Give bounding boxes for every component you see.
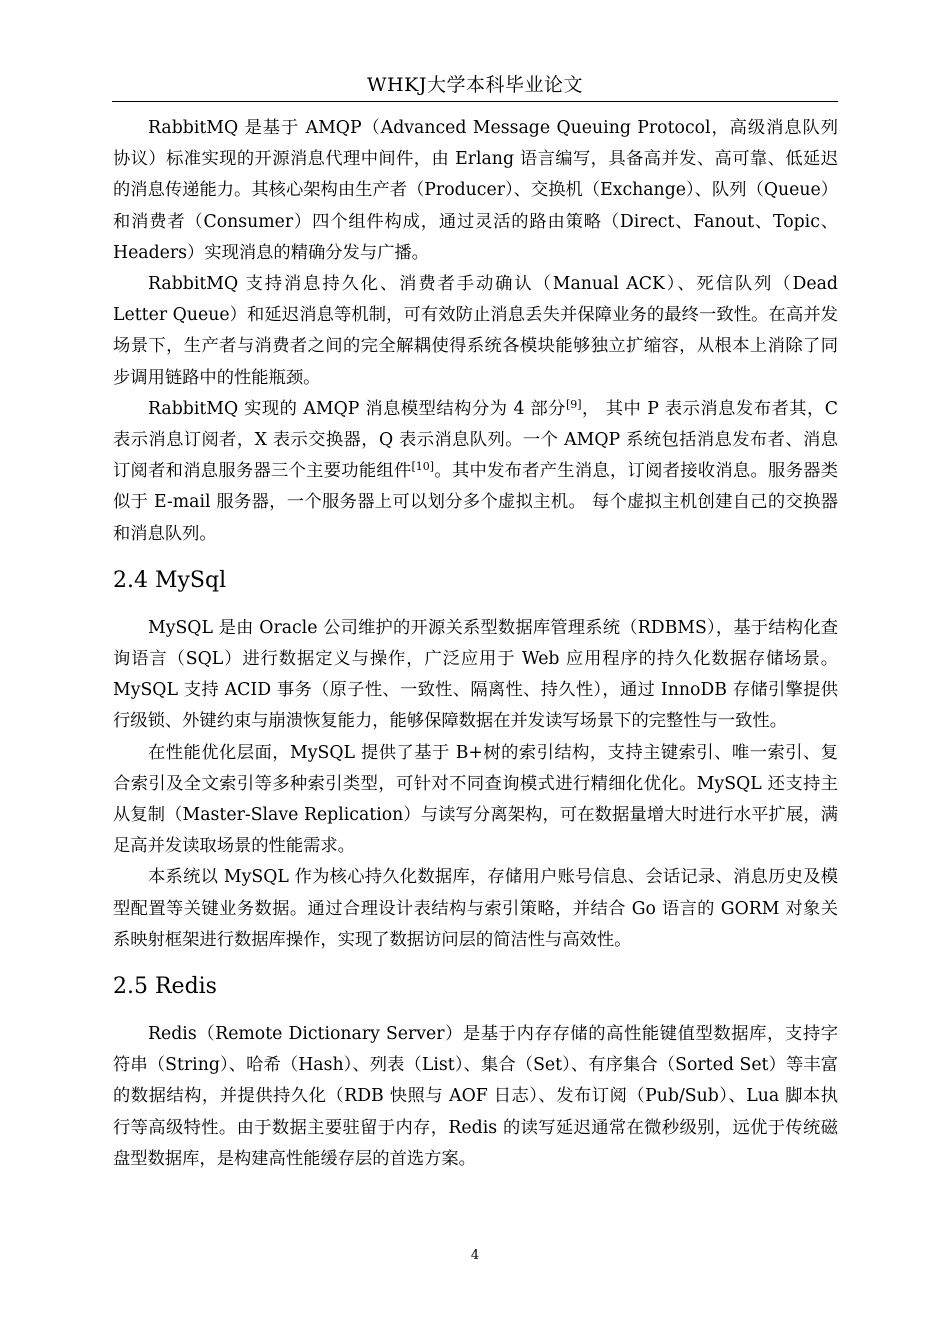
section-heading-mysql: 2.4 MySql bbox=[113, 567, 227, 593]
page-number: 4 bbox=[470, 1248, 480, 1263]
paragraph-mysql-usage: 本系统以 MySQL 作为核心持久化数据库，存储用户账号信息、会话记录、消息历史及模型配置等关键业务数据。通过合理设计表结构与索引策略，并结合 Go 语言的 GORM 对象关系映射框架进行数据库操作，实现了数据访问层的简洁性与高效性。 bbox=[113, 867, 838, 950]
paragraph-text: RabbitMQ 实现的 AMQP 消息模型结构分为 4 部分 bbox=[148, 398, 566, 419]
running-header-title: WHKJ大学本科毕业论文 bbox=[367, 74, 583, 96]
citation-ref-10: [10] bbox=[411, 460, 435, 474]
paragraph-rabbitmq-features: RabbitMQ 支持消息持久化、消费者手动确认（Manual ACK）、死信队列（Dead Letter Queue）和延迟消息等机制，可有效防止消息丢失并保障业务的最终一致性。在高并发场景下，生产者与消费者之间的完全解耦使得系统各模块能够独立扩缩容，从根本上消除了同步调用链路中的性能瓶颈。 bbox=[113, 274, 838, 388]
paragraph-mysql-intro: MySQL 是由 Oracle 公司维护的开源关系型数据库管理系统（RDBMS），基于结构化查询语言（SQL）进行数据定义与操作，广泛应用于 Web 应用程序的持久化数据存储场景。MySQL 支持 ACID 事务（原子性、一致性、隔离性、持久性），通过 InnoDB 存储引擎提供行级锁、外键约束与崩溃恢复能力，能够保障数据在并发读写场景下的完整性与一致性。 bbox=[113, 617, 838, 732]
header-divider bbox=[112, 101, 838, 102]
document-body bbox=[113, 113, 838, 1175]
paragraph-text: 。其中发布者产生消息，订阅者接收消息。服务器类似于 E-mail 服务器，一个服务器上可以划分多个虚拟主机。 每个虚拟主机创建自己的交换器和消息队列。 bbox=[113, 461, 838, 544]
paragraph-text: ， 其中 P 表示消息发布者其，C 表示消息订阅者，X 表示交换器，Q 表示消息队列。一个 AMQP 系统包括消息发布者、消息订阅者和消息服务器三个主要功能组件 bbox=[113, 398, 838, 482]
paragraph-mysql-performance: 在性能优化层面，MySQL 提供了基于 B+树的索引结构，支持主键索引、唯一索引、复合索引及全文索引等多种索引类型，可针对不同查询模式进行精细化优化。MySQL 还支持主从复制（Master-Slave Replication）与读写分离架构，可在数据量增大时进行水平扩展，满足高并发读取场景的性能需求。 bbox=[113, 742, 838, 857]
paragraph-redis-intro: Redis（Remote Dictionary Server）是基于内存存储的高性能键值型数据库，支持字符串（String）、哈希（Hash）、列表（List）、集合（Set）、有序集合（Sorted Set）等丰富的数据结构，并提供持久化（RDB 快照与 AOF 日志）、发布订阅（Pub/Sub）、Lua 脚本执行等高级特性。由于数据主要驻留于内存，Redis 的读写延迟通常在微秒级别，远优于传统磁盘型数据库，是构建高性能缓存层的首选方案。 bbox=[113, 1024, 838, 1169]
paragraph-rabbitmq-model bbox=[113, 394, 838, 550]
paragraph-rabbitmq-intro: RabbitMQ 是基于 AMQP（Advanced Message Queuing Protocol，高级消息队列协议）标准实现的开源消息代理中间件，由 Erlang 语言编写，具备高并发、高可靠、低延迟的消息传递能力。其核心架构由生产者（Producer）、交换机（Exchange）、队列（Queue）和消费者（Consumer）四个组件构成，通过灵活的路由策略（Direct、Fanout、Topic、Headers）实现消息的精确分发与广播。 bbox=[113, 118, 838, 263]
citation-ref-9: [9] bbox=[565, 397, 582, 411]
section-heading-redis: 2.5 Redis bbox=[113, 974, 217, 1000]
